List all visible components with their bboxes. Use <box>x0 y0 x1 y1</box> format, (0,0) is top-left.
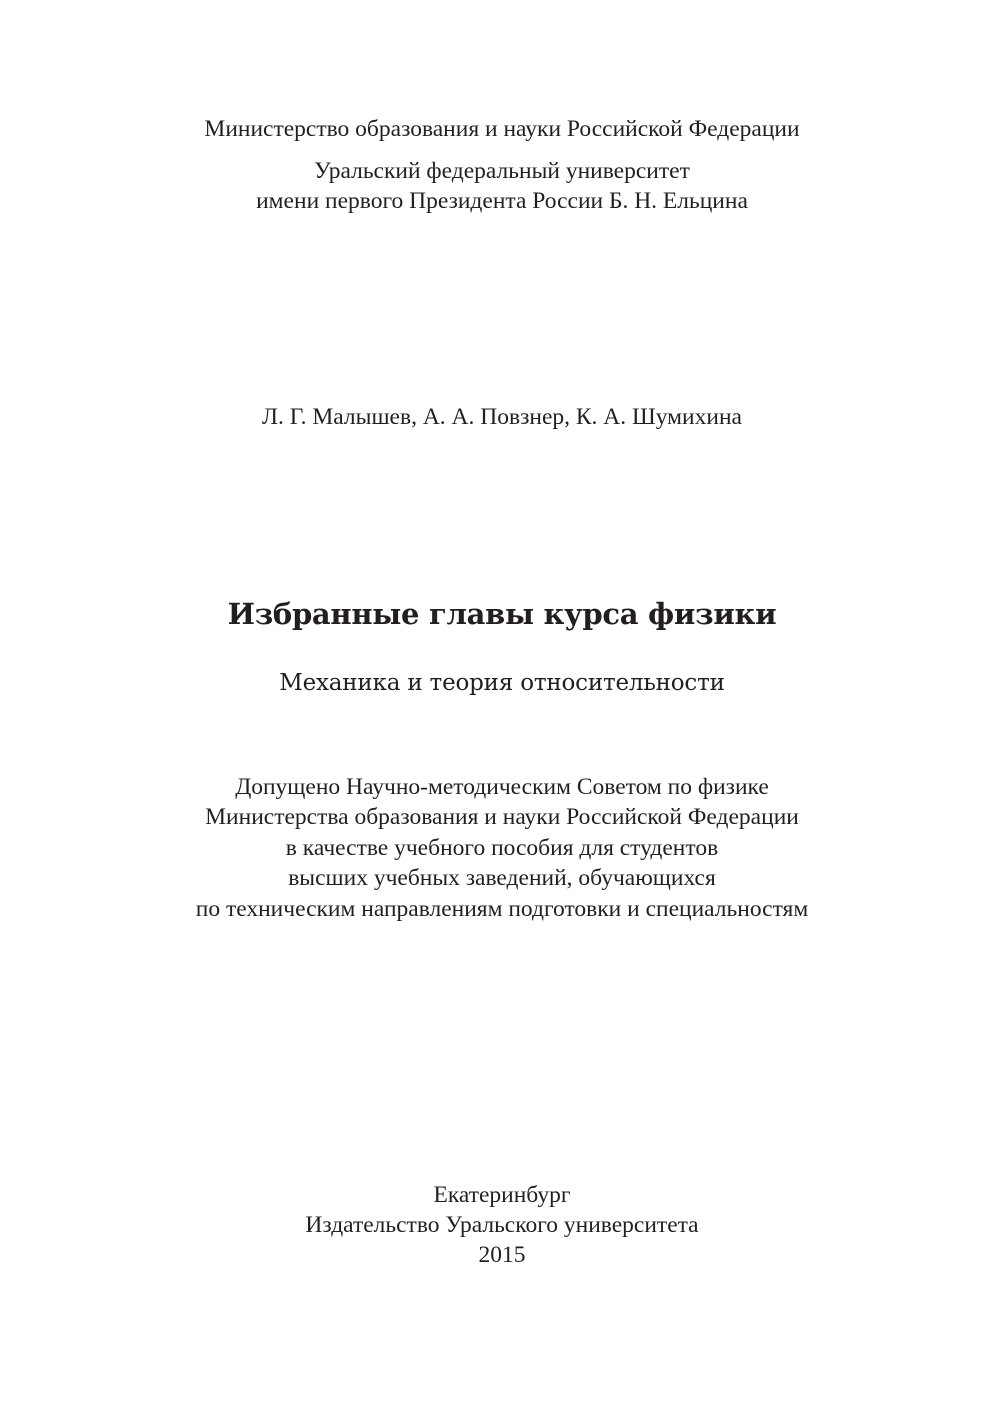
authors: Л. Г. Малышев, А. А. Повзнер, К. А. Шумихина <box>262 404 742 430</box>
approval-line: Министерства образования и науки Российской Федерации <box>205 804 799 830</box>
university-honorific: имени первого Президента России Б. Н. Ельцина <box>256 188 748 214</box>
book-subtitle: Механика и теория относительности <box>279 670 725 696</box>
imprint-year: 2015 <box>478 1242 526 1268</box>
imprint-city: Екатеринбург <box>433 1182 571 1208</box>
approval-line: в качестве учебного пособия для студентов <box>285 835 719 861</box>
approval-line: Допущено Научно-методическим Советом по физике <box>235 774 769 800</box>
imprint-publisher: Издательство Уральского университета <box>305 1212 699 1238</box>
approval-line: высших учебных заведений, обучающихся <box>288 865 716 891</box>
book-title: Избранные главы курса физики <box>227 597 777 631</box>
ministry-name: Министерство образования и науки Российской Федерации <box>204 116 800 142</box>
university-name: Уральский федеральный университет <box>314 158 690 184</box>
approval-line: по техническим направлениям подготовки и специальностям <box>195 896 809 922</box>
